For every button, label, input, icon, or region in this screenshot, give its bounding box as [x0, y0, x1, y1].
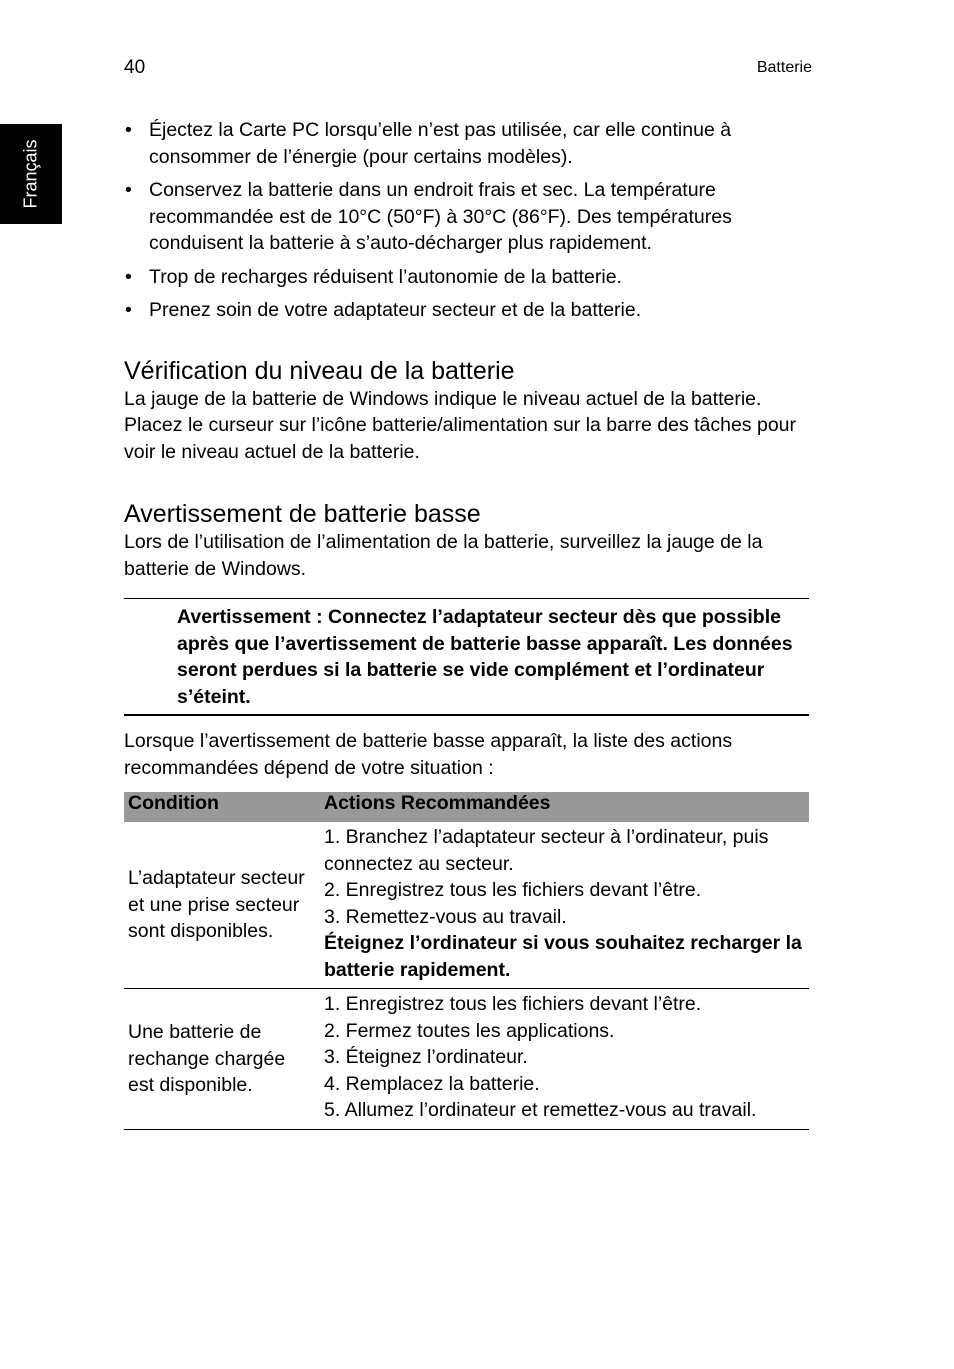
bullet-icon: •: [125, 265, 132, 288]
warning-box: [124, 598, 809, 716]
list-item: [124, 177, 809, 257]
column-header-actions: Actions Recommandées: [320, 792, 809, 822]
warning-text: Avertissement : Connectez l’adaptateur secteur dès que possible après que l’avertissement de batterie basse apparaît. Les données seront perdues si la batterie se vide complément et l’ordinateur s’éteint.: [177, 606, 793, 708]
action-step: 3. Remettez-vous au travail.: [324, 905, 567, 928]
table-header-row: [124, 792, 809, 822]
tips-list: [124, 117, 809, 324]
page-content: [124, 117, 809, 1130]
recommended-actions-table: [124, 792, 809, 1130]
list-item-text: Prenez soin de votre adaptateur secteur et de la batterie.: [149, 299, 642, 321]
section-body-verification: La jauge de la batterie de Windows indique le niveau actuel de la batterie. Placez le curseur sur l’icône batterie/alimentation sur la barre des tâches pour voir le niveau actuel de la batterie.: [124, 387, 797, 463]
actions-cell: [320, 989, 809, 1130]
list-item-text: Trop de recharges réduisent l’autonomie de la batterie.: [149, 265, 622, 288]
condition-cell: L’adaptateur secteur et une prise secteur sont disponibles.: [124, 822, 320, 989]
table-row: [124, 989, 809, 1130]
list-item: [124, 297, 809, 324]
section-title-low-battery: Avertissement de batterie basse: [124, 500, 481, 528]
list-item: [124, 117, 809, 170]
bullet-icon: •: [125, 179, 132, 201]
table-row: [124, 822, 809, 989]
action-step: 5. Allumez l’ordinateur et remettez-vous au travail.: [324, 1099, 757, 1121]
action-step: 1. Branchez l’adaptateur secteur à l’ordinateur, puis connectez au secteur.: [324, 826, 769, 875]
page-number: 40: [124, 57, 146, 78]
section-title-verification: Vérification du niveau de la batterie: [124, 356, 515, 385]
section-body-low-battery: Lors de l’utilisation de l’alimentation de la batterie, surveillez la jauge de la batterie de Windows.: [124, 531, 763, 580]
list-item: [124, 264, 809, 291]
action-step: 4. Remplacez la batterie.: [324, 1072, 540, 1095]
bullet-icon: •: [125, 119, 132, 141]
condition-cell: Une batterie de rechange chargée est disponible.: [124, 989, 320, 1130]
bullet-icon: •: [125, 299, 132, 321]
action-step: 1. Enregistrez tous les fichiers devant l’être.: [324, 993, 702, 1015]
action-step: 2. Enregistrez tous les fichiers devant l’être.: [324, 879, 702, 901]
language-tab: [0, 124, 62, 224]
action-step: 2. Fermez toutes les applications.: [324, 1019, 615, 1042]
column-header-condition: Condition: [124, 792, 320, 822]
action-step: 3. Éteignez l’ordinateur.: [324, 1046, 528, 1068]
action-note: Éteignez l’ordinateur si vous souhaitez recharger la batterie rapidement.: [324, 932, 802, 981]
list-item-text: Conservez la batterie dans un endroit frais et sec. La température recommandée est de 10°C (50°F) à 30°C (86°F). Des températures conduisent la batterie à s’auto-décharger plus rapidement.: [149, 179, 732, 254]
actions-cell: [320, 822, 809, 989]
list-item-text: Éjectez la Carte PC lorsqu’elle n’est pas utilisée, car elle continue à consommer de l’énergie (pour certains modèles).: [149, 119, 732, 168]
language-tab-label: Français: [20, 139, 41, 209]
intro-paragraph: Lorsque l’avertissement de batterie basse apparaît, la liste des actions recommandées dépend de votre situation :: [124, 730, 733, 779]
running-header: Batterie: [756, 59, 812, 76]
